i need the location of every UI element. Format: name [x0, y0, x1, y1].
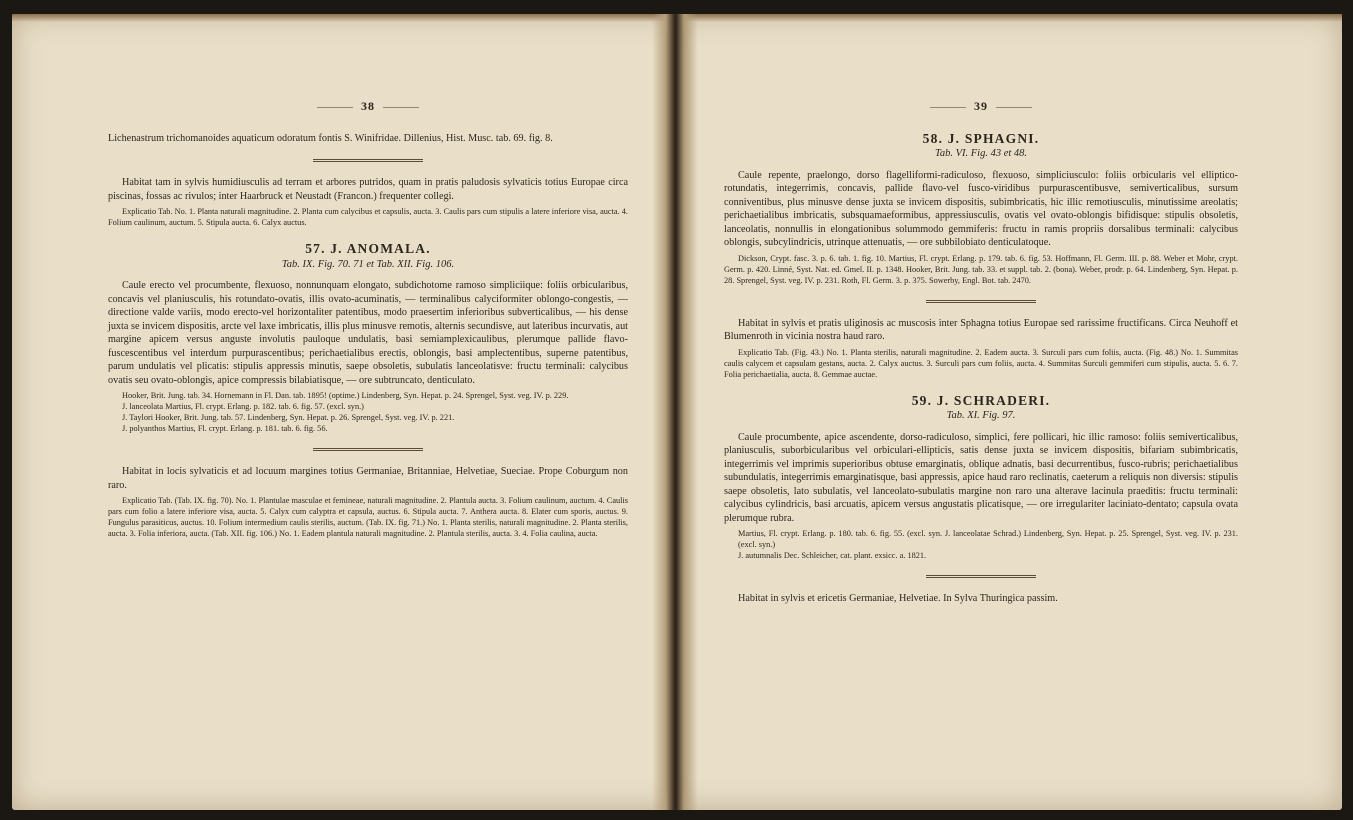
synonym-references: Dickson, Crypt. fasc. 3. p. 6. tab. 1. fig. 10. Martius, Fl. crypt. Erlang. p. 179. tab. 6. fig. 53. Hoffmann, Fl. Germ. III. p. 88. Weber et Mohr, crypt. Germ. p. 420. Linné, Syst. Nat. ed. Gmel. II. p. 1348. Hooker, Brit. Jung. tab. 33. et suppl. tab. 2. (bona). Weber, prodr. p. 64. Lindenberg, Syn. Hepat. p. 28. Sprengel, Syst. veg. IV. p. 231. Roth, Fl. Germ. 3. p. 375. Sowerby, Engl. Bot. tab. 2470. — [724, 253, 1238, 285]
divider — [926, 575, 1036, 578]
page-number: ——— 39 ——— — [930, 99, 1032, 113]
reference-line: J. Taylori Hooker, Brit. Jung. tab. 57. Lindenberg, Syn. Hepat. p. 26. Sprengel, Syst. veg. IV. p. 221. — [122, 413, 455, 422]
plate-reference: Tab. VI. Fig. 43 et 48. — [934, 148, 1028, 159]
right-page — [724, 100, 1238, 800]
reference-line: J. lanceolata Martius, Fl. crypt. Erlang. p. 182. tab. 6. fig. 57. (excl. syn.) — [122, 402, 364, 411]
habitat-paragraph: Habitat in locis sylvaticis et ad locuum margines totius Germaniae, Britanniae, Helvetiae, Sueciae. Prope Coburgum non raro. — [108, 466, 628, 491]
synonym-references — [108, 390, 628, 434]
reference-line: Hooker, Brit. Jung. tab. 34. Hornemann in Fl. Dan. tab. 1895! (optime.) Lindenberg, Syn. Hepat. p. 24. Sprengel, Syst. veg. IV. p. 229. — [122, 391, 569, 400]
synonym-references — [724, 528, 1238, 561]
left-page — [108, 100, 628, 800]
reference-line: J. polyanthos Martius, Fl. crypt. Erlang. p. 181. tab. 6. fig. 56. — [122, 424, 328, 433]
divider — [926, 300, 1036, 303]
plate-explanation: Explicatio Tab. (Fig. 43.) No. 1. Planta sterilis, naturali magnitudine. 2. Eadem aucta. 3. Surculi pars cum foliis, aucta. (Fig. 48.) No. 1. Summitas caulis calycem et capsulam gestans, aucta. 2. Calyx auctus. 3. Surculi pars cum foliis, aucta. 4. Summitas Surculi gemmiferi cum stipulis, aucta. 5. 6. 7. Folia perichaetialia, aucta. 8. Gemmae auctae. — [724, 347, 1238, 379]
species-heading: 57. J. ANOMALA. — [305, 241, 431, 256]
species-heading: 58. J. SPHAGNI. — [922, 130, 1040, 146]
habitat-paragraph: Habitat tam in sylvis humidiusculis ad terram et arbores putridos, quam in pratis paludosis sylvaticis totius Europae circa piscinas, fossas ac rivulos; inter Haarbruck et Neustadt (Francon.) frequenter collegi. — [108, 177, 628, 202]
plate-explanation: Explicatio Tab. (Tab. IX. fig. 70). No. 1. Plantulae masculae et femineae, naturali magnitudine. 2. Plantula aucta. 3. Folium caulinum, auctum. 4. Caulis pars cum folio a latere inferiore visa, aucta. 5. Calyx cum calyptra et capsula, auctus. 6. Stipula aucta. 7. Anthera aucta. 8. Elater cum sporis, auctus. 9. Fungulus parasiticus, auctus. 10. Folium intermedium caulis sterilis, auctum. (Tab. IX. fig. 71.) No. 1. Planta sterilis, naturali magnitudine. 2. Planta sterilis, aucta. 3. Folia inferiora, aucta. (Tab. XII. fig. 106.) No. 1. Eadem plantula naturali magnitudine. 2. Plantula sterilis, aucta. 3. 4. Folia caulina, aucta. — [108, 496, 628, 538]
habitat-paragraph: Habitat in sylvis et pratis uliginosis ac muscosis inter Sphagna totius Europae sed rarissime fructificans. Circa Neuhoff et Blumenroth in vicinia nostra haud raro. — [724, 317, 1238, 342]
species-description: Caule erecto vel procumbente, flexuoso, nonnunquam elongato, subdichotome ramoso simpliciique: foliis orbicularibus, concavis vel planiusculis, his rotundato-ovatis, illis ovato-acuminatis, — terminalibus calyciformiter oblongo-congestis, — directione valde variis, modo erecto-vel horizontaliter patentibus, modo praesertim inferioribus subverticalibus, — his dense juxta se invicem dispositis, arcte vel laxe imbricatis, illis plus minusve remotis, alternis secundisve, aut lateribus incurvatis, aut margine apicem versus anguste involutis pauloque undulatis, basi semiamplexicaulibus, plerumque pallide flavo-fuscescentibus vel interdum purpurascentibus; perichaetialibus erectis, oblongis, basi amplectentibus, superne patentibus, parum undulatis vel plicatis: stipulis appressis minutis, saepe obsoletis, subulatis lanceolatisve: fructu terminali: calycibus ovatis seu ovato-oblongis, apice compressis bilabiatisque, — ore subtruncato, denticulato. — [108, 280, 628, 386]
plate-reference: Tab. IX. Fig. 70. 71 et Tab. XII. Fig. 106. — [281, 258, 455, 270]
divider — [313, 159, 423, 162]
plate-explanation: Explicatio Tab. No. 1. Planta naturali magnitudine. 2. Planta cum calycibus et capsulis, aucta. 3. Caulis pars cum stipulis a latere inferiore visa, aucta. 4. Folium caulinum, auctum. 5. Stipula aucta. 6. Calyx auctus. — [108, 207, 628, 227]
species-description: Caule repente, praelongo, dorso flagelliformi-radiculoso, flexuoso, simpliciusculo: foliis orbicularis vel elliptico-rotundatis, integerrimis, concavis, pallide flavo-vel fusco-viridibus purpurascentibusve, semiverticalibus, sursum conniventibus, plus minusve dense juxta se invicem dispositis, subimbricatis, hic illic remotiusculis, minutissime areolatis; perichaetialibus imbricatis, subsquamaeformibus, appressiusculis, ovatis vel ovato-oblongis bifidisque: stipulis obsoletis, lanceolatis, nonnullis in elongationibus solummodo gemmiferis: fructu in ramis propriis dorsalibus terminali: calycibus oblongis, subcylindricis, utrinque attenuatis, — ore subbilobiato denticulatoque. — [724, 169, 1238, 248]
divider — [313, 448, 423, 451]
species-description: Caule procumbente, apice ascendente, dorso-radiculoso, simplici, fere pollicari, hic illic ramoso: foliis semiverticalibus, planiusculis, suborbicularibus vel orbiculari-ellipticis, satis dense juxta se invicem dispositis, bifariam subimbricatis, integerrimis vel imprimis superioribus obtuse emarginatis, oblique adnatis, basi decurrentibus, fusco-rubris; perichaetialibus subundulatis, integerrimis emarginatisque, basi appressis, apice haud raro reclinatis, caeterum a reliquis non diversis: stipulis saepe obsoletis, lato subulatis, vel lanceolato-subulatis margine non raro una alterave lacinula praeditis: fructu terminali: calycibus cylindricis, basi arcuatis, apicem versus angustatis plicatisque, — ore irregulariter laciniato-dentato; capsula ovata plerumque rubra. — [724, 431, 1238, 524]
habitat-paragraph: Habitat in sylvis et ericetis Germaniae, Helvetiae. In Sylva Thuringica passim. — [738, 593, 1058, 604]
paragraph: Lichenastrum trichomanoides aquaticum odoratum fontis S. Winifridae. Dillenius, Hist. Musc. tab. 69. fig. 8. — [108, 132, 553, 144]
species-heading: 59. J. SCHRADERI. — [911, 392, 1051, 408]
page-number: ——— 38 ——— — [317, 99, 419, 113]
reference-line: J. autumnalis Dec. Schleicher, cat. plant. exsicc. a. 1821. — [738, 551, 927, 560]
reference-line: Martius, Fl. crypt. Erlang. p. 180. tab. 6. fig. 55. (excl. syn. J. lanceolatae Schrad.) Lindenberg, Syn. Hepat. p. 25. Sprengel, Syst. veg. IV. p. 231. (excl. syn.) — [738, 529, 1238, 549]
plate-reference: Tab. XI. Fig. 97. — [946, 410, 1016, 421]
book-gutter — [652, 14, 698, 810]
